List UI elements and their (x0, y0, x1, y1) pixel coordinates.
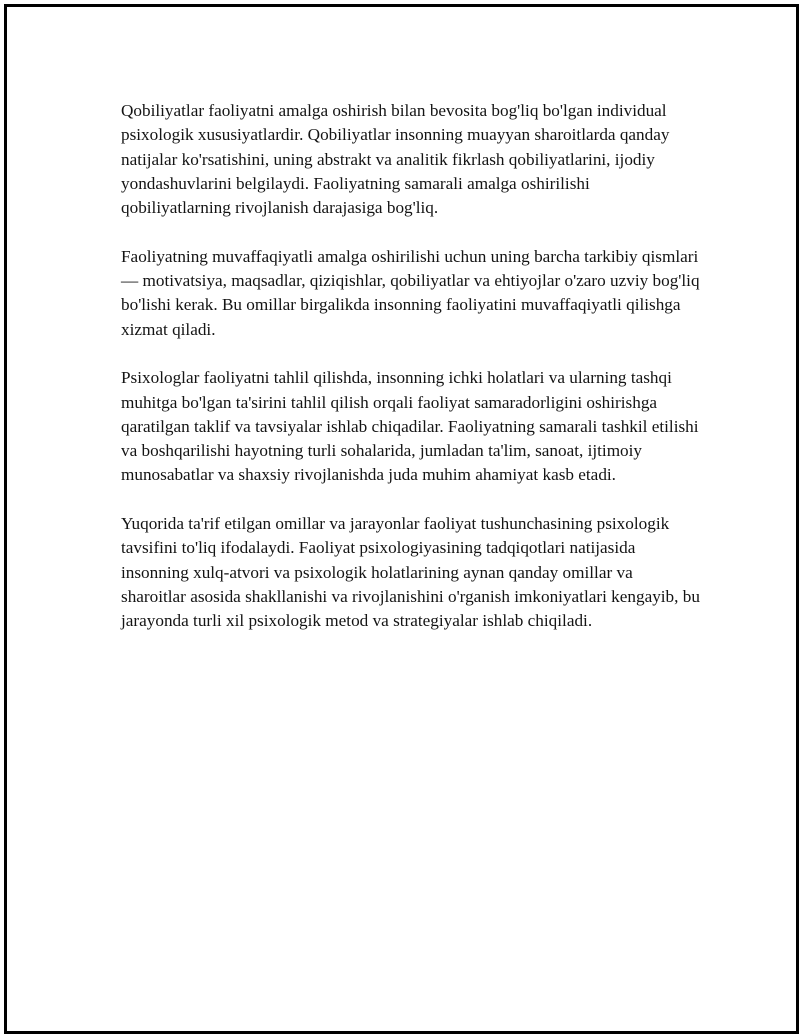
paragraph-2: Faoliyatning muvaffaqiyatli amalga oshirilishi uchun uning barcha tarkibiy qismlari — motivatsiya, maqsadlar, qiziqishlar, qobiliyatlar va ehtiyojlar o'zaro uzviy bog'liq bo'lishi kerak. Bu omillar birgalikda insonning faoliyatini muvaffaqiyatli qilishga xizmat qiladi. (121, 246, 700, 339)
page-frame (4, 4, 799, 1034)
paragraph-3: Psixologlar faoliyatni tahlil qilishda, insonning ichki holatlari va ularning tashqi muhitga bo'lgan ta'sirini tahlil qilish orqali faoliyat samaradorligini oshirishga qaratilgan taklif va tavsiyalar ishlab chiqadilar. Faoliyatning samarali tashkil etilishi va boshqarilishi hayotning turli sohalarida, jumladan ta'lim, sanoat, ijtimoiy munosabatlar va shaxsiy rivojlanishda juda muhim ahamiyat kasb etadi. (121, 368, 699, 485)
paragraph-1: Qobiliyatlar faoliyatni amalga oshirish bilan bevosita bog'liq bo'lgan individual psixologik xususiyatlardir. Qobiliyatlar insonning muayyan sharoitlarda qanday natijalar ko'rsatishini, uning abstrakt va analitik fikrlash qobiliyatlarini, ijodiy yondashuvlarini belgilaydi. Faoliyatning samarali amalga oshirilishi qobiliyatlarning rivojlanish darajasiga bog'liq. (121, 101, 670, 218)
document-body (121, 99, 701, 658)
paragraph-4: Yuqorida ta'rif etilgan omillar va jarayonlar faoliyat tushunchasining psixologik tavsifini to'liq ifodalaydi. Faoliyat psixologiyasining tadqiqotlari natijasida insonning xulq-atvori va psixologik holatlarining aynan qanday omillar va sharoitlar asosida shakllanishi va rivojlanishini o'rganish imkoniyatlari kengayib, bu jarayonda turli xil psixologik metod va strategiyalar ishlab chiqiladi. (121, 514, 700, 631)
